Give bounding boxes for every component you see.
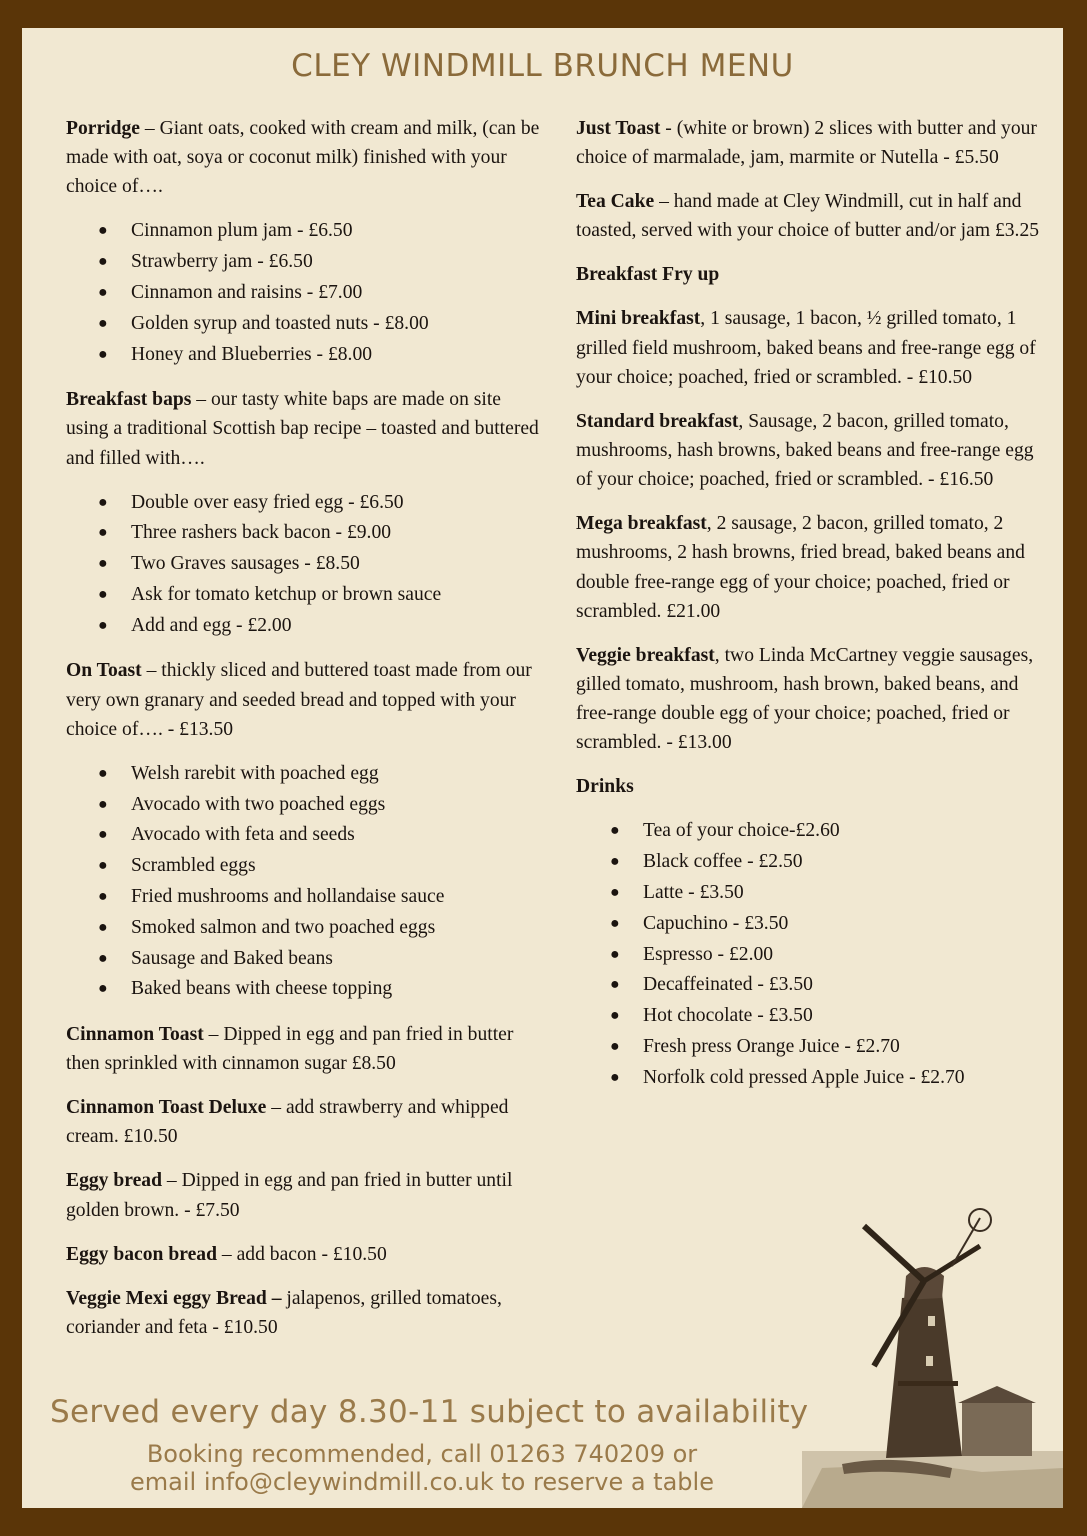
bullet-icon: ●: [98, 253, 108, 271]
left-column: [66, 114, 546, 1357]
option-text: Capuchino - £3.50: [643, 912, 789, 934]
option-text: Avocado with feta and seeds: [131, 824, 355, 846]
booking-info: [62, 1440, 782, 1496]
menu-title: CLEY WINDMILL BRUNCH MENU: [291, 48, 794, 84]
list-item: [98, 851, 546, 882]
bullet-icon: ●: [98, 949, 108, 967]
option-text: Norfolk cold pressed Apple Juice - £2.70: [643, 1066, 965, 1088]
bullet-icon: ●: [610, 976, 620, 994]
mega-breakfast-item: [576, 509, 1046, 626]
item-desc: jalapenos, grilled tomatoes, coriander and feta - £10.50: [66, 1287, 502, 1338]
on-toast-name: On Toast: [66, 660, 142, 682]
on-toast-options: [66, 759, 546, 1005]
option-text: Smoked salmon and two poached eggs: [131, 916, 436, 938]
item-desc: – Dipped in egg and pan fried in butter until golden brown. - £7.50: [66, 1170, 513, 1221]
bullet-icon: ●: [98, 980, 108, 998]
bullet-icon: ●: [98, 887, 108, 905]
option-text: Two Graves sausages - £8.50: [131, 553, 360, 575]
drinks-heading: Drinks: [576, 776, 634, 798]
item-desc: – add bacon - £10.50: [216, 1243, 387, 1265]
item-name: Just Toast: [576, 118, 661, 139]
option-text: Cinnamon and raisins - £7.00: [131, 282, 363, 303]
list-item: [610, 1032, 1046, 1063]
bullet-icon: ●: [98, 764, 108, 782]
list-item: [98, 278, 546, 309]
option-text: Three rashers back bacon - £9.00: [131, 522, 392, 544]
item-desc: , Sausage, 2 bacon, grilled tomato, mushrooms, hash browns, baked beans and free-range egg of your choice; poached, fried or scrambled. - £16.50: [576, 410, 1034, 491]
bullet-icon: ●: [98, 857, 108, 875]
cinnamon-toast-deluxe-item: [66, 1093, 546, 1151]
list-item: [610, 816, 1046, 847]
porridge-desc: – Giant oats, cooked with cream and milk, (can be made with oat, soya or coconut milk) finished with your choice of….: [66, 118, 540, 198]
porridge-options: [66, 216, 546, 370]
list-item: [610, 1001, 1046, 1032]
bullet-icon: ●: [610, 1068, 620, 1086]
list-item: [98, 790, 546, 821]
list-item: [98, 913, 546, 944]
list-item: [98, 882, 546, 913]
on-toast-section: [66, 656, 546, 744]
bullet-icon: ●: [98, 555, 108, 573]
option-text: Sausage and Baked beans: [131, 947, 333, 969]
item-desc: , 1 sausage, 1 bacon, ½ grilled tomato, 1 grilled field mushroom, baked beans and free-range egg of your choice; poached, fried or scrambled. - £10.50: [576, 308, 1036, 388]
mini-breakfast-item: [576, 304, 1046, 392]
option-text: Decaffeinated - £3.50: [643, 974, 813, 996]
item-desc: – hand made at Cley Windmill, cut in half and toasted, served with your choice of butter and/or jam £3.25: [576, 191, 1040, 242]
item-desc: – Dipped in egg and pan fried in butter then sprinkled with cinnamon sugar £8.50: [66, 1023, 514, 1075]
option-text: Double over easy fried egg - £6.50: [131, 491, 404, 513]
item-name: Eggy bread: [66, 1170, 162, 1192]
list-item: [610, 878, 1046, 909]
bullet-icon: ●: [98, 493, 108, 511]
list-item: [98, 247, 546, 278]
bullet-icon: ●: [98, 222, 108, 240]
bullet-icon: ●: [98, 918, 108, 936]
list-item: [98, 580, 546, 611]
on-toast-desc: – thickly sliced and buttered toast made from our very own granary and seeded bread and topped with your choice of…. - £13.50: [66, 660, 532, 740]
item-name: Mega breakfast: [576, 513, 707, 535]
right-column: [576, 114, 1046, 1108]
list-item: [98, 974, 546, 1005]
fry-up-heading: Breakfast Fry up: [576, 264, 720, 286]
list-item: [610, 909, 1046, 940]
baps-options: [66, 488, 546, 642]
option-text: Welsh rarebit with poached egg: [131, 762, 379, 784]
tea-cake-item: [576, 187, 1046, 245]
baps-desc: – our tasty white baps are made on site using a traditional Scottish bap recipe – toasted and buttered and filled with….: [66, 389, 539, 469]
list-item: [98, 549, 546, 580]
option-text: Fresh press Orange Juice - £2.70: [643, 1036, 900, 1058]
cinnamon-toast-item: [66, 1020, 546, 1078]
bullet-icon: ●: [98, 284, 108, 301]
bullet-icon: ●: [610, 945, 620, 963]
bullet-icon: ●: [610, 914, 620, 932]
option-text: Black coffee - £2.50: [643, 851, 803, 873]
item-name: Cinnamon Toast: [66, 1023, 204, 1045]
item-name: Cinnamon Toast Deluxe: [66, 1097, 267, 1119]
list-item: [98, 340, 546, 371]
porridge-name: Porridge: [66, 118, 140, 139]
served-hours-text: Served every day 8.30-11 subject to availability: [50, 1394, 809, 1430]
veggie-breakfast-item: [576, 641, 1046, 758]
windmill-illustration: [802, 1206, 1063, 1508]
item-desc: , 2 sausage, 2 bacon, grilled tomato, 2 mushrooms, 2 hash browns, fried bread, baked beans and double free-range egg of your choice; poached, fried or scrambled. £21.00: [576, 513, 1025, 622]
bullet-icon: ●: [98, 524, 108, 542]
bullet-icon: ●: [98, 345, 108, 363]
bullet-icon: ●: [98, 314, 108, 332]
baps-name: Breakfast baps: [66, 389, 192, 411]
eggy-bacon-bread-item: [66, 1240, 546, 1269]
item-name: Eggy bacon bread: [66, 1243, 217, 1265]
bullet-icon: ●: [98, 616, 108, 634]
bullet-icon: ●: [610, 884, 620, 902]
item-desc: – add strawberry and whipped cream. £10.50: [66, 1097, 509, 1148]
bullet-icon: ●: [98, 585, 108, 603]
list-item: [98, 488, 546, 519]
option-text: Baked beans with cheese topping: [131, 978, 393, 1000]
windmill-icon: [802, 1209, 1063, 1508]
eggy-bread-item: [66, 1166, 546, 1224]
option-text: Ask for tomato ketchup or brown sauce: [131, 583, 442, 605]
option-text: Avocado with two poached eggs: [131, 793, 386, 815]
menu-page: [22, 28, 1063, 1508]
option-text: Scrambled eggs: [131, 855, 256, 877]
option-text: Strawberry jam - £6.50: [131, 251, 313, 273]
list-item: [610, 1063, 1046, 1094]
item-name: Standard breakfast: [576, 410, 739, 432]
list-item: [98, 611, 546, 642]
item-name: Tea Cake: [576, 191, 655, 213]
option-text: Tea of your choice-£2.60: [643, 820, 840, 842]
booking-email-text: email info@cleywindmill.co.uk to reserve a table: [130, 1468, 714, 1496]
bullet-icon: ●: [98, 826, 108, 844]
list-item: [98, 518, 546, 549]
porridge-section: [66, 114, 546, 202]
list-item: [610, 970, 1046, 1001]
item-desc: , two Linda McCartney veggie sausages, gilled tomato, mushroom, hash brown, baked beans, and free-range double egg of your choice; poached, fried or scrambled. - £13.00: [576, 644, 1034, 754]
bullet-icon: ●: [610, 1007, 620, 1025]
list-item: [610, 847, 1046, 878]
option-text: Golden syrup and toasted nuts - £8.00: [131, 312, 429, 334]
bullet-icon: ●: [610, 822, 620, 840]
veggie-mexi-item: [66, 1284, 546, 1342]
item-desc: - (white or brown) 2 slices with butter and your choice of marmalade, jam, marmite or Nutella - £5.50: [576, 118, 1037, 169]
option-text: Latte - £3.50: [643, 882, 744, 904]
standard-breakfast-item: [576, 407, 1046, 495]
list-item: [98, 944, 546, 975]
bullet-icon: ●: [98, 795, 108, 813]
drinks-options: [576, 816, 1046, 1093]
option-text: Honey and Blueberries - £8.00: [131, 343, 373, 365]
option-text: Cinnamon plum jam - £6.50: [131, 220, 353, 242]
option-text: Hot chocolate - £3.50: [643, 1005, 813, 1027]
option-text: Espresso - £2.00: [643, 943, 774, 965]
option-text: Fried mushrooms and hollandaise sauce: [131, 885, 445, 907]
booking-phone-text: Booking recommended, call 01263 740209 or: [146, 1440, 698, 1468]
list-item: [610, 940, 1046, 971]
list-item: [98, 759, 546, 790]
list-item: [98, 216, 546, 247]
list-item: [98, 309, 546, 340]
item-name: Veggie breakfast: [576, 644, 715, 666]
list-item: [98, 820, 546, 851]
just-toast-item: [576, 114, 1046, 172]
baps-section: [66, 385, 546, 473]
item-name: Veggie Mexi eggy Bread –: [66, 1287, 282, 1309]
bullet-icon: ●: [610, 853, 620, 871]
option-text: Add and egg - £2.00: [131, 614, 292, 636]
item-name: Mini breakfast: [576, 308, 701, 330]
bullet-icon: ●: [610, 1038, 620, 1056]
